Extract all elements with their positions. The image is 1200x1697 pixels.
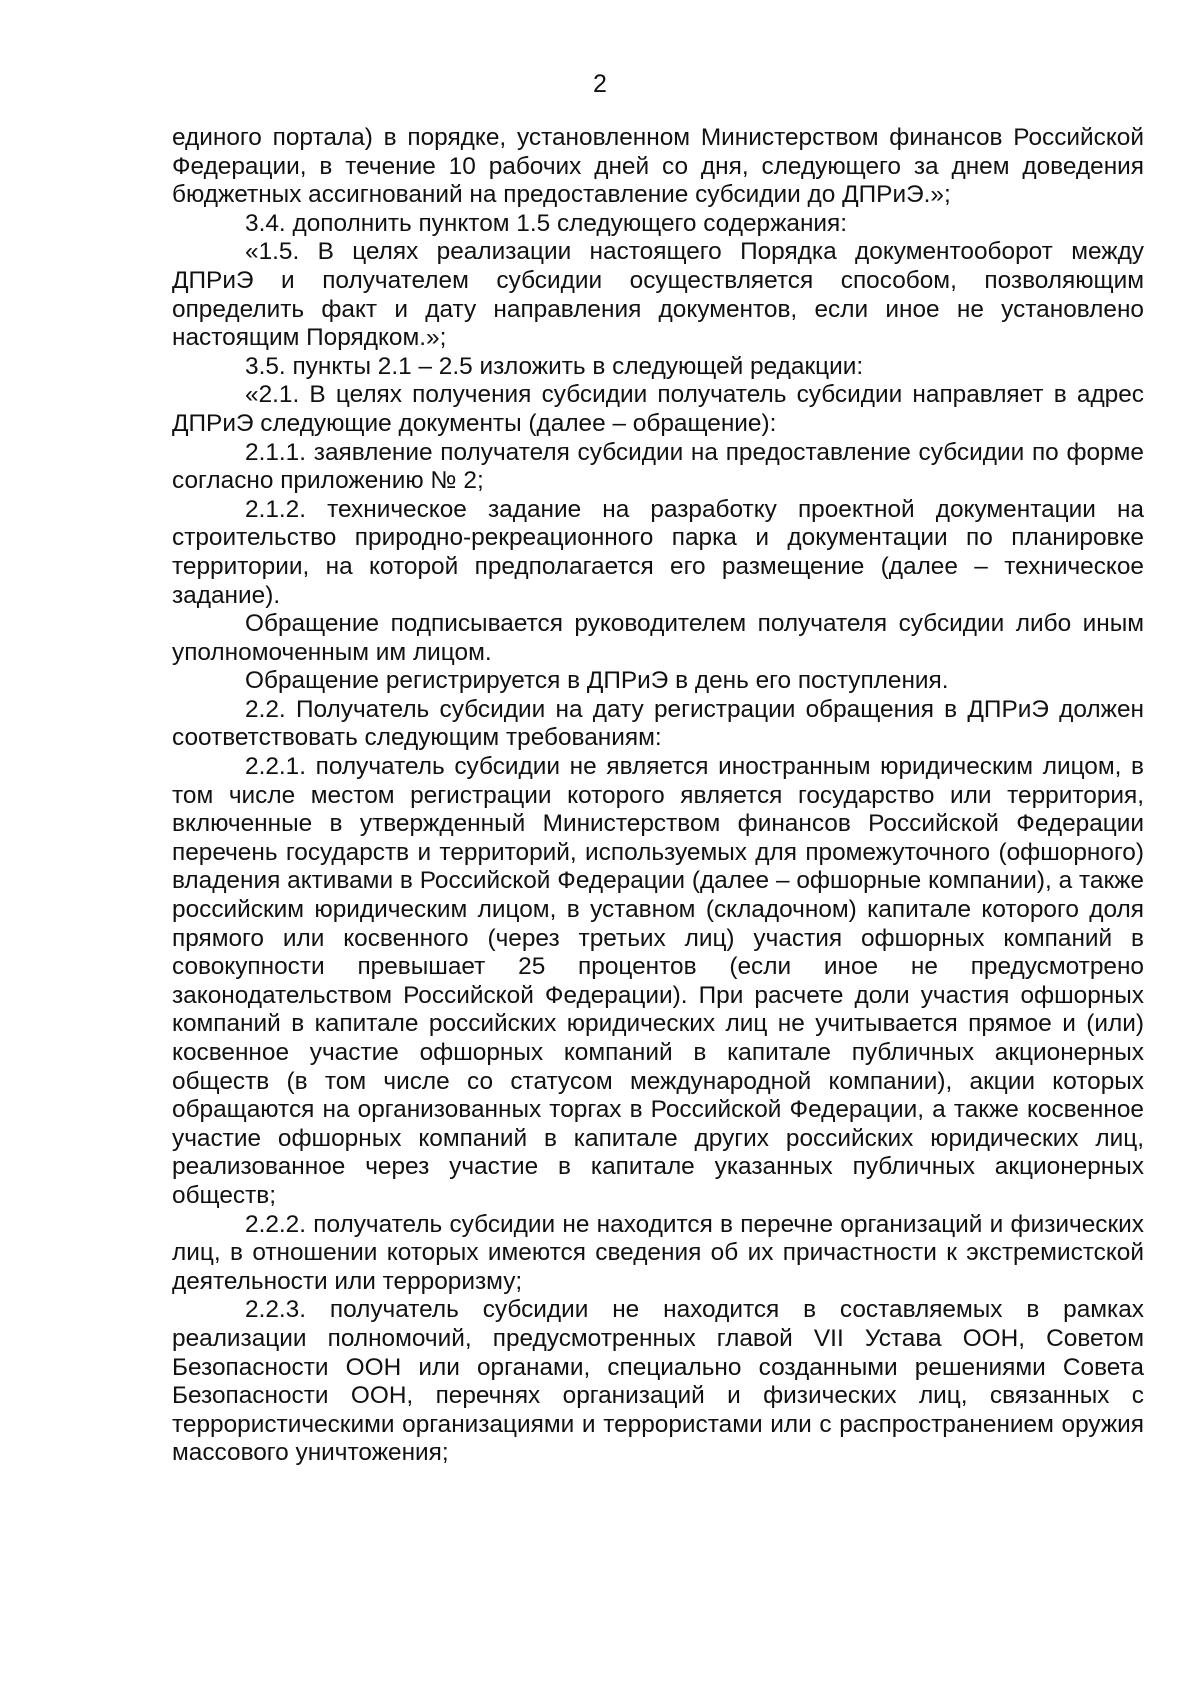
paragraph-2-2: 2.2. Получатель субсидии на дату регистрации обращения в ДПРиЭ должен соответствовать следующим требованиям:: [172, 695, 1144, 752]
paragraph-2-1-2: 2.1.2. техническое задание на разработку проектной документации на строительство природно-рекреационного парка и документации по планировке территории, на которой предполагается его размещение (далее – техническое задание).: [172, 495, 1144, 609]
paragraph-1-5: «1.5. В целях реализации настоящего Порядка документооборот между ДПРиЭ и получателем субсидии осуществляется способом, позволяющим определить факт и дату направления документов, если иное не установлено настоящим Порядком.»;: [172, 238, 1144, 352]
page-number: 2: [593, 70, 607, 98]
paragraph-2-2-2: 2.2.2. получатель субсидии не находится в перечне организаций и физических лиц, в отношении которых имеются сведения об их причастности к экстремистской деятельности или терроризму;: [172, 1210, 1144, 1295]
paragraph-2-1-1: 2.1.1. заявление получателя субсидии на предоставление субсидии по форме согласно приложению № 2;: [172, 438, 1144, 495]
paragraph-registration: Обращение регистрируется в ДПРиЭ в день его поступления.: [245, 667, 949, 695]
paragraph-2-2-1: 2.2.1. получатель субсидии не является иностранным юридическим лицом, в том числе местом регистрации которого является государство или территория, включенные в утвержденный Министерством финансов Российской Федерации перечень государств и территорий, используемых для промежуточного (офшорного) владения активами в Российской Федерации (далее – офшорные компании), а также российским юридическим лицом, в уставном (складочном) капитале которого доля прямого или косвенного (через третьих лиц) участия офшорных компаний в совокупности превышает 25 процентов (если иное не предусмотрено законодательством Российской Федерации). При расчете доли участия офшорных компаний в капитале российских юридических лиц не учитывается прямое и (или) косвенное участие офшорных компаний в капитале публичных акционерных обществ (в том числе со статусом международной компании), акции которых обращаются на организованных торгах в Российской Федерации, а также косвенное участие офшорных компаний в капитале других российских юридических лиц, реализованное через участие в капитале указанных публичных акционерных обществ;: [172, 753, 1144, 1209]
paragraph-2-1: «2.1. В целях получения субсидии получатель субсидии направляет в адрес ДПРиЭ следующие документы (далее – обращение):: [172, 381, 1144, 437]
paragraph-signature: Обращение подписывается руководителем получателя субсидии либо иным уполномоченным им лицом.: [172, 610, 1144, 666]
paragraph-continuation: единого портала) в порядке, установленном Министерством финансов Российской Федерации, в течение 10 рабочих дней со дня, следующего за днем доведения бюджетных ассигнований на предоставление субсидии до ДПРиЭ.»;: [172, 124, 1144, 209]
paragraph-3-5: 3.5. пункты 2.1 – 2.5 изложить в следующей редакции:: [245, 352, 864, 380]
paragraph-2-2-3: 2.2.3. получатель субсидии не находится в составляемых в рамках реализации полномочий, предусмотренных главой VII Устава ООН, Советом Безопасности ООН или органами, специально созданными решениями Совета Безопасности ООН, перечнях организаций и физических лиц, связанных с террористическими организациями и террористами или с распространением оружия массового уничтожения;: [172, 1296, 1144, 1467]
document-body: [172, 124, 1144, 1468]
paragraph-3-4: 3.4. дополнить пунктом 1.5 следующего содержания:: [245, 209, 848, 237]
